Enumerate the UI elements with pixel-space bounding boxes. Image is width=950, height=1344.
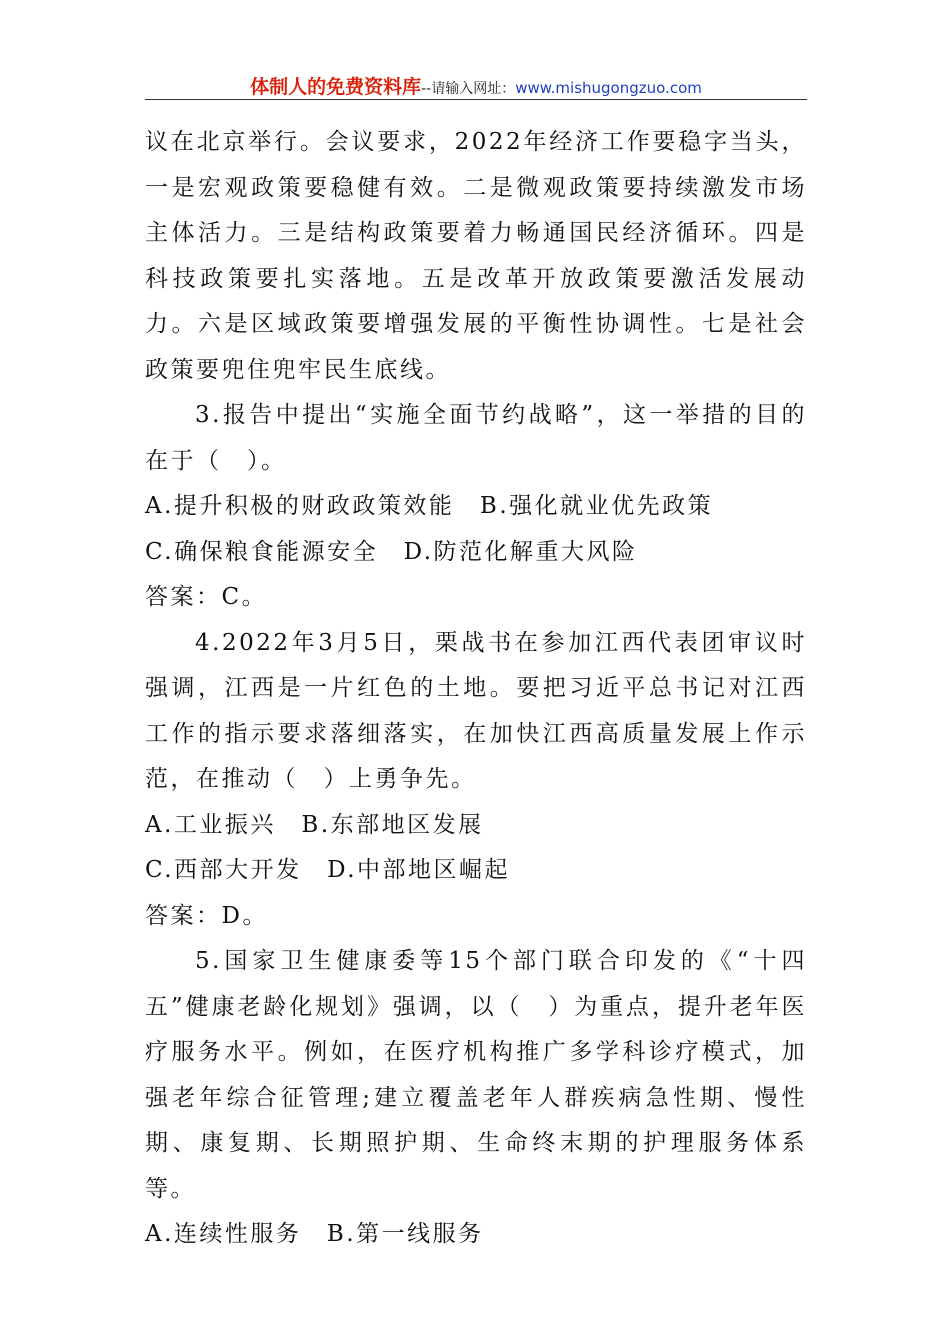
question-4-options-ab: A.工业振兴 B.东部地区发展 [145,811,484,838]
question-3-options-cd: C.确保粮食能源安全 D.防范化解重大风险 [145,538,638,565]
question-4: 4.2022年3月5日，栗战书在参加江西代表团审议时强调，江西是一片红色的土地。要把习近平总书记对江西工作的指示要求落细落实，在加快江西高质量发展上作示范，在推动（ ）上勇争先。 [145,629,807,792]
question-4-options-cd: C.西部大开发 D.中部地区崛起 [145,857,511,883]
question-4-answer: 答案：D。 [145,902,268,929]
page-header [145,72,807,100]
header-divider [145,99,807,100]
question-3-options-ab: A.提升积极的财政政策效能 B.强化就业优先政策 [145,493,714,519]
question-5-options-ab: A.连续性服务 B.第一线服务 [145,1221,484,1247]
document-body [145,120,807,1258]
paragraph-continuation: 议在北京举行。会议要求，2022年经济工作要稳字当头，一是宏观政策要稳健有效。二是微观政策要持续激发市场主体活力。三是结构政策要着力畅通国民经济循环。四是科技政策要扎实落地。五是改革开放政策要激活发展动力。六是区域政策要增强发展的平衡性协调性。七是社会政策要兜住兜牢民生底线。 [145,129,807,383]
question-3: 3.报告中提出“实施全面节约战略”，这一举措的目的在于（ ）。 [145,402,807,474]
header-url-link[interactable]: www.mishugongzuo.com [515,79,702,97]
question-3-answer: 答案：C。 [145,584,268,610]
header-separator: --请输入网址： [421,81,516,97]
header-brand: 体制人的免费资料库 [250,76,422,98]
question-5: 5.国家卫生健康委等15个部门联合印发的《“十四五”健康老龄化规划》强调，以（ ）为重点，提升老年医疗服务水平。例如，在医疗机构推广多学科诊疗模式，加强老年综合征管理;建立覆盖老年人群疾病急性期、慢性期、康复期、长期照护期、生命终末期的护理服务体系等。 [145,948,807,1202]
